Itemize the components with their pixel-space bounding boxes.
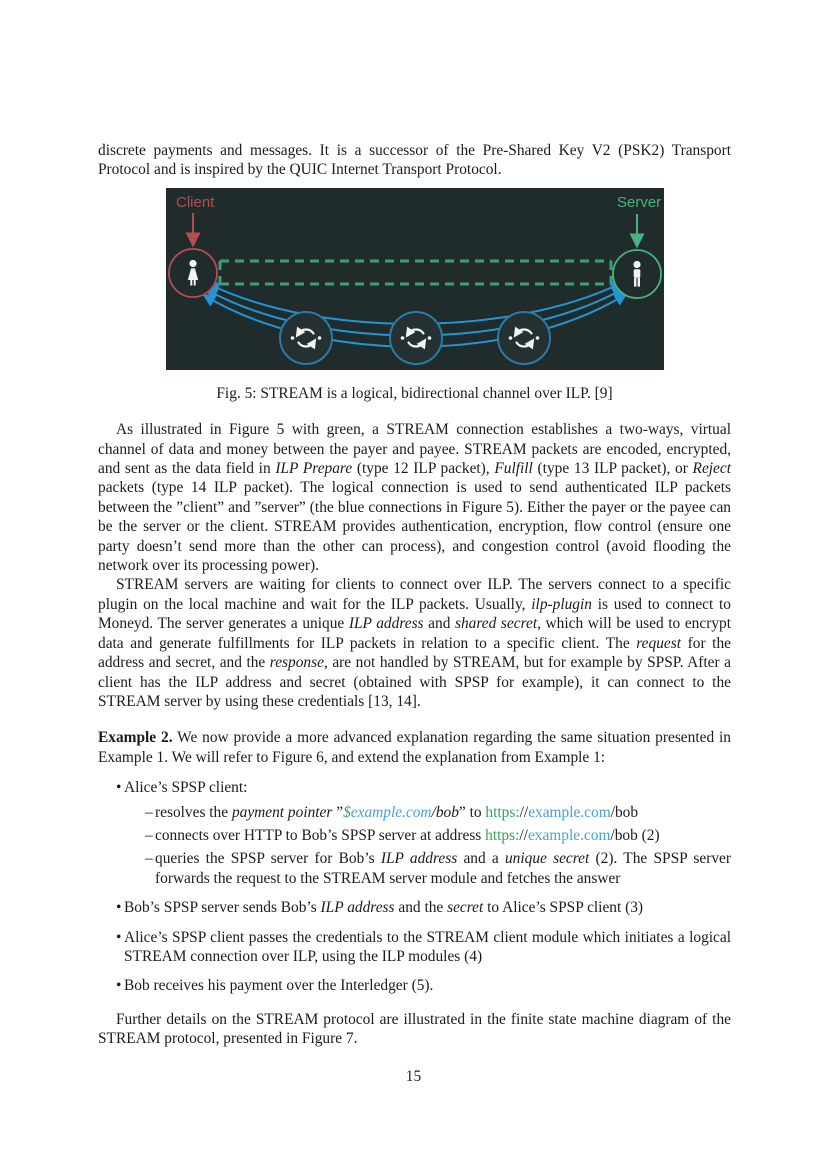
connector-node bbox=[498, 312, 550, 364]
text-run: Bob receives his payment over the Interledger (5). bbox=[124, 977, 434, 995]
text-run: (2). The SPSP server forwards the request to the STREAM server module and fetches the answer bbox=[155, 850, 731, 887]
url-link[interactable]: https: bbox=[485, 826, 520, 844]
url-link[interactable]: /bob bbox=[610, 803, 639, 821]
list-item bbox=[98, 976, 731, 995]
list-item-text bbox=[124, 977, 433, 994]
connector-node bbox=[390, 312, 442, 364]
text-run: (type 12 ILP packet), bbox=[352, 460, 495, 478]
stream-channel-diagram bbox=[166, 188, 664, 370]
text-run: (type 13 ILP packet), or bbox=[532, 460, 693, 478]
text-run: shared secret bbox=[455, 615, 538, 633]
sub-list-item bbox=[98, 826, 731, 845]
text-run: and bbox=[423, 615, 455, 633]
sub-list-item-text bbox=[155, 850, 731, 886]
paragraph-stream-servers bbox=[98, 575, 731, 711]
list-item-text bbox=[124, 779, 247, 796]
url-link[interactable]: /bob bbox=[610, 826, 638, 844]
text-run: response bbox=[269, 654, 324, 672]
payment-pointer-link[interactable]: example.com bbox=[350, 803, 432, 821]
text-run: for the address and secret, and the bbox=[98, 634, 731, 672]
dash-marker: – bbox=[145, 803, 153, 821]
text-run: ILP address bbox=[380, 850, 458, 868]
text-run: is used to connect to Moneyd. The server generates a unique bbox=[98, 595, 732, 633]
text-run: unique secret bbox=[504, 850, 590, 868]
text-run: Further details on the STREAM protocol are illustrated in the finite state machine diagram of the STREAM protocol, presented in Figure 7. bbox=[98, 1010, 731, 1048]
bullet-marker: • bbox=[116, 928, 122, 946]
text-run: and a bbox=[457, 850, 505, 868]
text-run: ilp-plugin bbox=[531, 595, 592, 613]
text-run: ILP address bbox=[320, 899, 395, 917]
text-run: (2) bbox=[637, 826, 660, 844]
text-run: queries the SPSP server for Bob’s bbox=[155, 850, 381, 868]
url-link[interactable]: // bbox=[519, 826, 528, 844]
server-label: Server bbox=[616, 193, 661, 211]
list-item-text bbox=[124, 929, 731, 965]
text-run: and the bbox=[394, 899, 448, 917]
text-run: Bob’s SPSP server sends Bob’s bbox=[124, 899, 321, 917]
url-link[interactable]: https: bbox=[485, 803, 520, 821]
text-run: discrete payments and messages. It is a successor of the Pre-Shared Key V2 (PSK2) Transport Protocol and is inspired by the QUIC Internet Transport Protocol. bbox=[98, 142, 731, 179]
text-run: ” bbox=[332, 803, 344, 821]
url-link[interactable]: example.com bbox=[528, 803, 611, 821]
text-run: ILP Prepare bbox=[275, 460, 353, 478]
figure-5-caption: Fig. 5: STREAM is a logical, bidirectional channel over ILP. [9] bbox=[216, 384, 613, 402]
text-run: ILP address bbox=[348, 615, 424, 633]
text-run: resolves the bbox=[155, 803, 232, 821]
bullet-marker: • bbox=[116, 977, 122, 995]
payment-pointer-link[interactable]: /bob bbox=[431, 803, 459, 821]
list-item bbox=[98, 928, 731, 967]
bullet-marker: • bbox=[116, 779, 122, 797]
text-run: payment pointer bbox=[231, 803, 333, 821]
text-run: Fulfill bbox=[494, 460, 533, 478]
paragraph-stream-connection bbox=[98, 420, 731, 575]
text-run: , are not handled by STREAM, but for example by SPSP. After a client has the ILP address and secret (obtained with SPSP for example), it can connect to the STREAM server by using these credentials [13, 14]. bbox=[98, 654, 731, 710]
sub-list bbox=[98, 803, 731, 889]
text-run: Example 2. bbox=[98, 729, 173, 747]
text-run: We now provide a more advanced explanation regarding the same situation presented in Example 1. We will refer to Figure 6, and extend the explanation from Example 1: bbox=[98, 729, 731, 766]
sub-list-item-text bbox=[155, 804, 638, 821]
text-run: STREAM servers are waiting for clients to connect over ILP. The servers connect to a specific plugin on the local machine and wait for the ILP packets. Usually, bbox=[98, 576, 731, 613]
text-run: request bbox=[636, 634, 682, 652]
connector-node bbox=[280, 312, 332, 364]
connector-nodes bbox=[280, 312, 550, 364]
text-run: connects over HTTP to Bob’s SPSP server at address bbox=[155, 826, 486, 844]
sub-list-item-text bbox=[155, 827, 660, 844]
dash-marker: – bbox=[145, 826, 153, 844]
client-label: Client bbox=[175, 193, 214, 211]
url-link[interactable]: // bbox=[519, 803, 529, 821]
text-run: , which will be used to encrypt data and generate fulfillments for ILP packets in relation to a specific client. The bbox=[98, 615, 731, 652]
text-run: Reject bbox=[692, 460, 731, 478]
list-item bbox=[98, 778, 731, 797]
text-run: ” to bbox=[458, 803, 486, 821]
url-link[interactable]: example.com bbox=[527, 826, 611, 844]
text-run: to Alice’s SPSP client (3) bbox=[483, 899, 644, 917]
payment-pointer-link[interactable]: $ bbox=[343, 803, 351, 821]
text-run: secret bbox=[447, 899, 484, 917]
sub-list-item bbox=[98, 849, 731, 888]
bullet-marker: • bbox=[116, 899, 122, 917]
text-run: Alice’s SPSP client passes the credentials to the STREAM client module which initiates a logical STREAM connection over ILP, using the ILP modules (4) bbox=[124, 928, 731, 965]
figure-5-diagram bbox=[166, 188, 664, 370]
text-run: As illustrated in Figure 5 with green, a STREAM connection establishes a two-ways, virtual channel of data and money between the payer and payee. STREAM packets are encoded, encrypted, and sent as the data field in bbox=[98, 421, 731, 478]
list-item-text bbox=[124, 899, 643, 916]
dash-marker: – bbox=[145, 850, 153, 868]
example-2-list bbox=[98, 778, 731, 996]
page-number: 15 bbox=[405, 1068, 422, 1085]
paragraph-intro bbox=[98, 141, 731, 180]
text-run: packets (type 14 ILP packet). The logical connection is used to send authenticated ILP packets between the ”client” and ”server” (the blue connections in Figure 5). Either the payer or the payee can be the server or the client. STREAM provides authentication, encryption, flow control (ensure one party doesn’t send more than the other can process), and congestion control (avoid flooding the network over its processing power). bbox=[98, 479, 731, 575]
text-run: Alice’s SPSP client: bbox=[124, 779, 248, 797]
page-content bbox=[98, 141, 731, 1049]
list-item bbox=[98, 898, 731, 917]
paragraph-closing bbox=[98, 1010, 731, 1049]
sub-list-item bbox=[98, 803, 731, 822]
example-2-paragraph bbox=[98, 728, 731, 767]
